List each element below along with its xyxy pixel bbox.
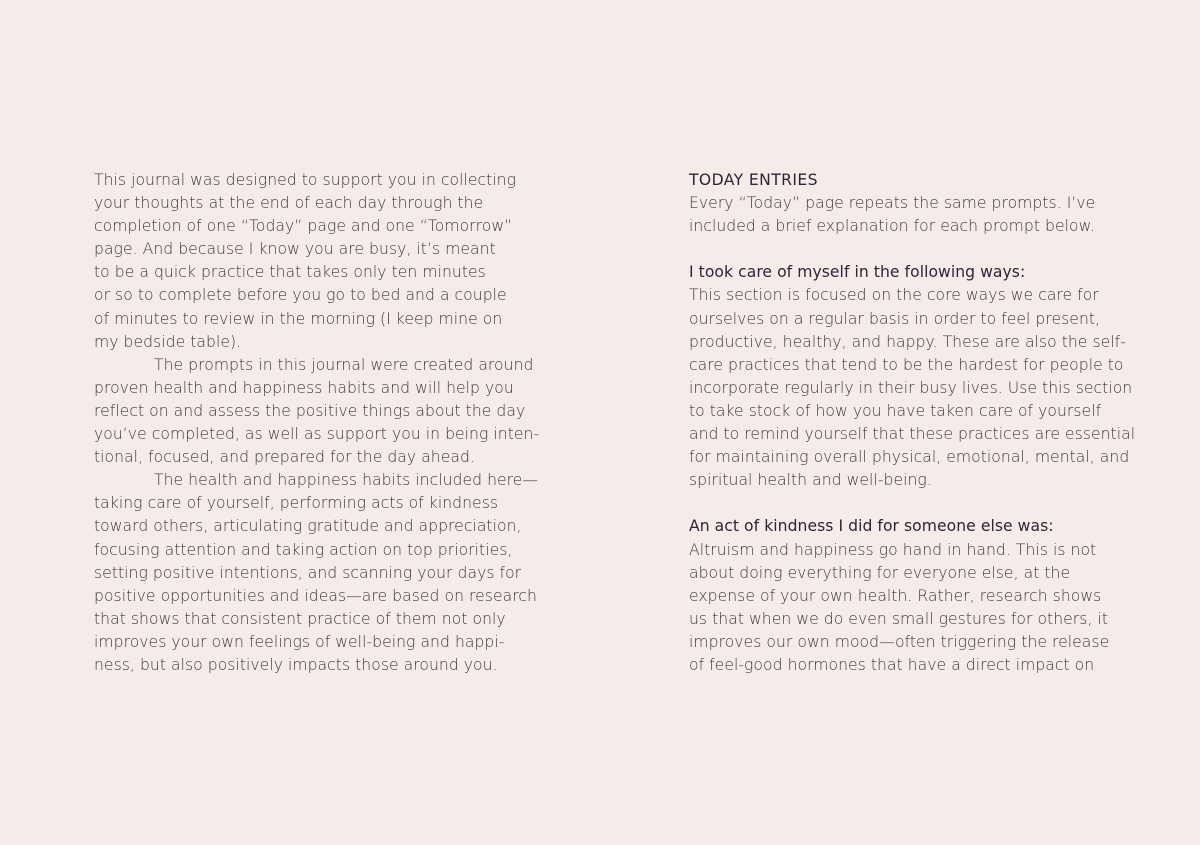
text-line: toward others, articulating gratitude and appreciation,: [94, 517, 522, 536]
text-line: ness, but also positively impacts those around you.: [94, 655, 498, 674]
text-line: you’ve completed, as well as support you in being inten-: [94, 425, 540, 444]
text-line: ourselves on a regular basis in order to feel present,: [689, 309, 1101, 328]
text-line: page. And because I know you are busy, it’s meant: [94, 240, 496, 259]
text-line: to take stock of how you have taken care of yourself: [689, 401, 1102, 420]
paragraph-gap: [689, 492, 1129, 515]
text-line: improves our own mood—often triggering the release: [689, 632, 1110, 651]
text-line: or so to complete before you go to bed and a couple: [94, 286, 507, 305]
text-line: productive, healthy, and happy. These are also the self-: [689, 332, 1126, 351]
prompt-heading-self-care: I took care of myself in the following ways:: [689, 263, 1026, 282]
text-line: of feel-good hormones that have a direct impact on: [689, 655, 1095, 674]
left-page-text: [94, 169, 540, 677]
text-line: The health and happiness habits included here—: [154, 471, 539, 490]
text-line: to be a quick practice that takes only ten minutes: [94, 263, 486, 282]
text-line: of minutes to review in the morning (I keep mine on: [94, 309, 503, 328]
text-line: reflect on and assess the positive things about the day: [94, 401, 526, 420]
text-line: incorporate regularly in their busy lives. Use this section: [689, 378, 1133, 397]
text-line: care practices that tend to be the hardest for people to: [689, 355, 1124, 374]
text-line: that shows that consistent practice of them not only: [94, 609, 506, 628]
right-page-text: [689, 169, 1136, 677]
section-title: TODAY ENTRIES: [689, 171, 818, 189]
text-line: completion of one “Today” page and one “Tomorrow”: [94, 217, 513, 236]
text-line: and to remind yourself that these practices are essential: [689, 425, 1136, 444]
text-line: setting positive intentions, and scanning your days for: [94, 563, 522, 582]
intro-line: included a brief explanation for each prompt below.: [689, 217, 1095, 236]
text-line: Altruism and happiness go hand in hand. This is not: [689, 540, 1097, 559]
paragraph-gap: [689, 238, 1129, 261]
text-line: about doing everything for everyone else, at the: [689, 563, 1071, 582]
text-line: This section is focused on the core ways we care for: [689, 286, 1099, 305]
text-line: proven health and happiness habits and will help you: [94, 378, 514, 397]
text-line: your thoughts at the end of each day through the: [94, 194, 484, 213]
text-line: us that when we do even small gestures for others, it: [689, 609, 1108, 628]
text-line: The prompts in this journal were created around: [154, 355, 534, 374]
text-line: my bedside table).: [94, 332, 242, 351]
text-line: taking care of yourself, performing acts of kindness: [94, 494, 499, 513]
text-line: tional, focused, and prepared for the day ahead.: [94, 448, 475, 467]
text-line: positive opportunities and ideas—are based on research: [94, 586, 537, 605]
prompt-heading-kindness: An act of kindness I did for someone else was:: [689, 517, 1054, 536]
text-line: for maintaining overall physical, emotional, mental, and: [689, 448, 1130, 467]
text-line: focusing attention and taking action on top priorities,: [94, 540, 513, 559]
text-line: This journal was designed to support you in collecting: [94, 171, 517, 189]
intro-line: Every “Today” page repeats the same prompts. I’ve: [689, 194, 1096, 213]
text-line: improves your own feelings of well-being and happi-: [94, 632, 505, 651]
text-line: spiritual health and well-being.: [689, 471, 932, 490]
text-line: expense of your own health. Rather, research shows: [689, 586, 1102, 605]
